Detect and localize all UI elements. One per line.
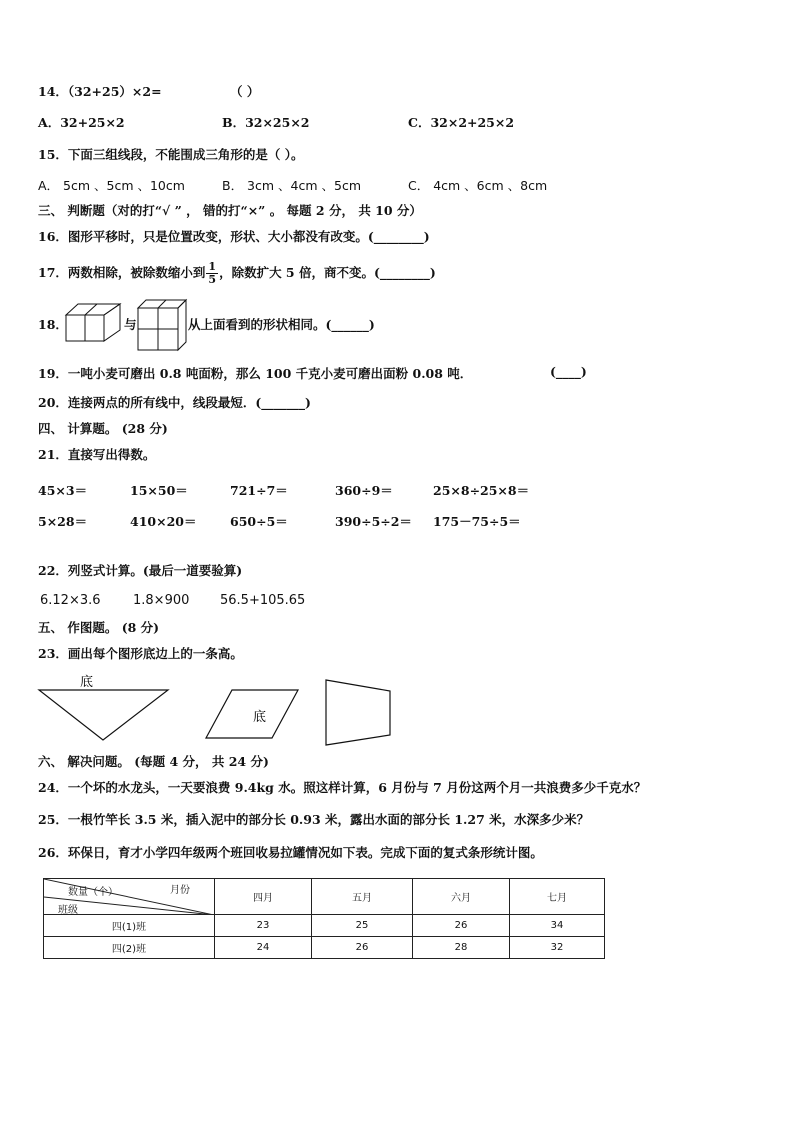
value-cell: 23	[215, 915, 312, 937]
q14-question: 14．（32+25）×2=	[38, 84, 162, 99]
q18-mid-text: 与	[124, 317, 137, 332]
q15-option-b: B． 3cm 、4cm 、5cm	[222, 178, 362, 193]
cube-figure-2	[136, 298, 190, 354]
month-header: 七月	[510, 879, 605, 915]
q17-text-before: 17．两数相除，被除数缩小到	[38, 265, 206, 280]
fraction-numerator: 1	[208, 260, 217, 273]
base-label-parallelogram: 底	[253, 710, 267, 725]
corner-quantity-label: 数量（个）	[68, 887, 118, 898]
q14-option-a: A．32+25×2	[38, 115, 125, 130]
base-label-triangle: 底	[80, 675, 94, 690]
month-header: 四月	[215, 879, 312, 915]
class-name-cell: 四(1)班	[44, 915, 215, 937]
table-row	[44, 915, 605, 937]
section-3-title: 三、 判断题（对的打“√ ” ， 错的打“×” 。 每题 2 分， 共 10 分）	[38, 203, 422, 218]
vertical-calc-item: 6.12×3.6	[40, 593, 101, 608]
calc-item: 175－75÷5＝	[433, 514, 521, 529]
class-name-cell: 四(2)班	[44, 937, 215, 959]
section-4-title: 四、 计算题。 (28 分)	[38, 421, 168, 436]
q22-title: 22．列竖式计算。(最后一道要验算)	[38, 563, 243, 578]
q25-text: 25．一根竹竿长 3.5 米，插入泥中的部分长 0.93 米，露出水面的部分长 1.27 米，水深多少米？	[38, 812, 590, 827]
month-header: 六月	[413, 879, 510, 915]
vertical-calc-item: 56.5+105.65	[220, 593, 306, 608]
trapezoid-shape	[326, 680, 390, 745]
q15-option-a: A． 5cm 、5cm 、10cm	[38, 178, 185, 193]
q15-question: 15．下面三组线段，不能围成三角形的是（ ）。	[38, 147, 304, 162]
q23-title: 23．画出每个图形底边上的一条高。	[38, 646, 243, 661]
corner-class-label: 班级	[58, 905, 78, 916]
table-row	[44, 937, 605, 959]
calc-item: 360÷9＝	[335, 483, 393, 498]
q14-option-b: B．32×25×2	[222, 115, 310, 130]
value-cell: 26	[312, 937, 413, 959]
corner-month-label: 月份	[170, 885, 190, 896]
vertical-calc-item: 1.8×900	[133, 593, 190, 608]
calc-item: 45×3＝	[38, 483, 88, 498]
q19-text: 19．一吨小麦可磨出 0.8 吨面粉，那么 100 千克小麦可磨出面粉 0.08 吨．	[38, 366, 473, 381]
q24-text: 24．一个坏的水龙头，一天要浪费 9.4kg 水。照这样计算，6 月份与 7 月份这两个月一共浪费多少千克水？	[38, 780, 647, 795]
q26-text: 26．环保日，育才小学四年级两个班回收易拉罐情况如下表。完成下面的复式条形统计图。	[38, 845, 543, 860]
q20-text: 20．连接两点的所有线中，线段最短．(_______)	[38, 395, 311, 410]
fraction-one-fifth	[206, 261, 218, 286]
section-6-title: 六、 解决问题。 (每题 4 分， 共 24 分)	[38, 754, 269, 769]
calc-item: 25×8÷25×8＝	[433, 483, 530, 498]
month-header: 五月	[312, 879, 413, 915]
recycling-data-table	[43, 878, 605, 959]
q17-line	[38, 256, 436, 290]
value-cell: 34	[510, 915, 605, 937]
value-cell: 26	[413, 915, 510, 937]
q15-option-c: C． 4cm 、6cm 、8cm	[408, 178, 548, 193]
value-cell: 24	[215, 937, 312, 959]
q18-text-after: 从上面看到的形状相同。(______)	[188, 317, 375, 332]
q21-title: 21．直接写出得数。	[38, 447, 156, 462]
cube-figure-1	[64, 301, 126, 345]
q18-number: 18．	[38, 317, 68, 332]
q23-figures	[36, 672, 416, 752]
inverted-triangle-shape	[39, 690, 168, 740]
value-cell: 32	[510, 937, 605, 959]
calc-item: 721÷7＝	[230, 483, 288, 498]
table-corner-header	[44, 879, 215, 915]
calc-item: 5×28＝	[38, 514, 88, 529]
calc-item: 410×20＝	[130, 514, 197, 529]
section-5-title: 五、 作图题。 (8 分)	[38, 620, 160, 635]
value-cell: 25	[312, 915, 413, 937]
parallelogram-shape	[206, 690, 298, 738]
calc-item: 650÷5＝	[230, 514, 288, 529]
fraction-denominator: 5	[208, 273, 217, 286]
q16-text: 16．图形平移时，只是位置改变，形状、大小都没有改变。(________)	[38, 229, 430, 244]
calc-item: 390÷5÷2＝	[335, 514, 412, 529]
q14-option-c: C．32×2+25×2	[408, 115, 515, 130]
value-cell: 28	[413, 937, 510, 959]
q17-text-after: ，除数扩大 5 倍，商不变。(________)	[219, 265, 436, 280]
q14-answer-bracket: （ ）	[230, 84, 260, 99]
q19-answer-blank: (____)	[550, 364, 587, 379]
calc-item: 15×50＝	[130, 483, 188, 498]
